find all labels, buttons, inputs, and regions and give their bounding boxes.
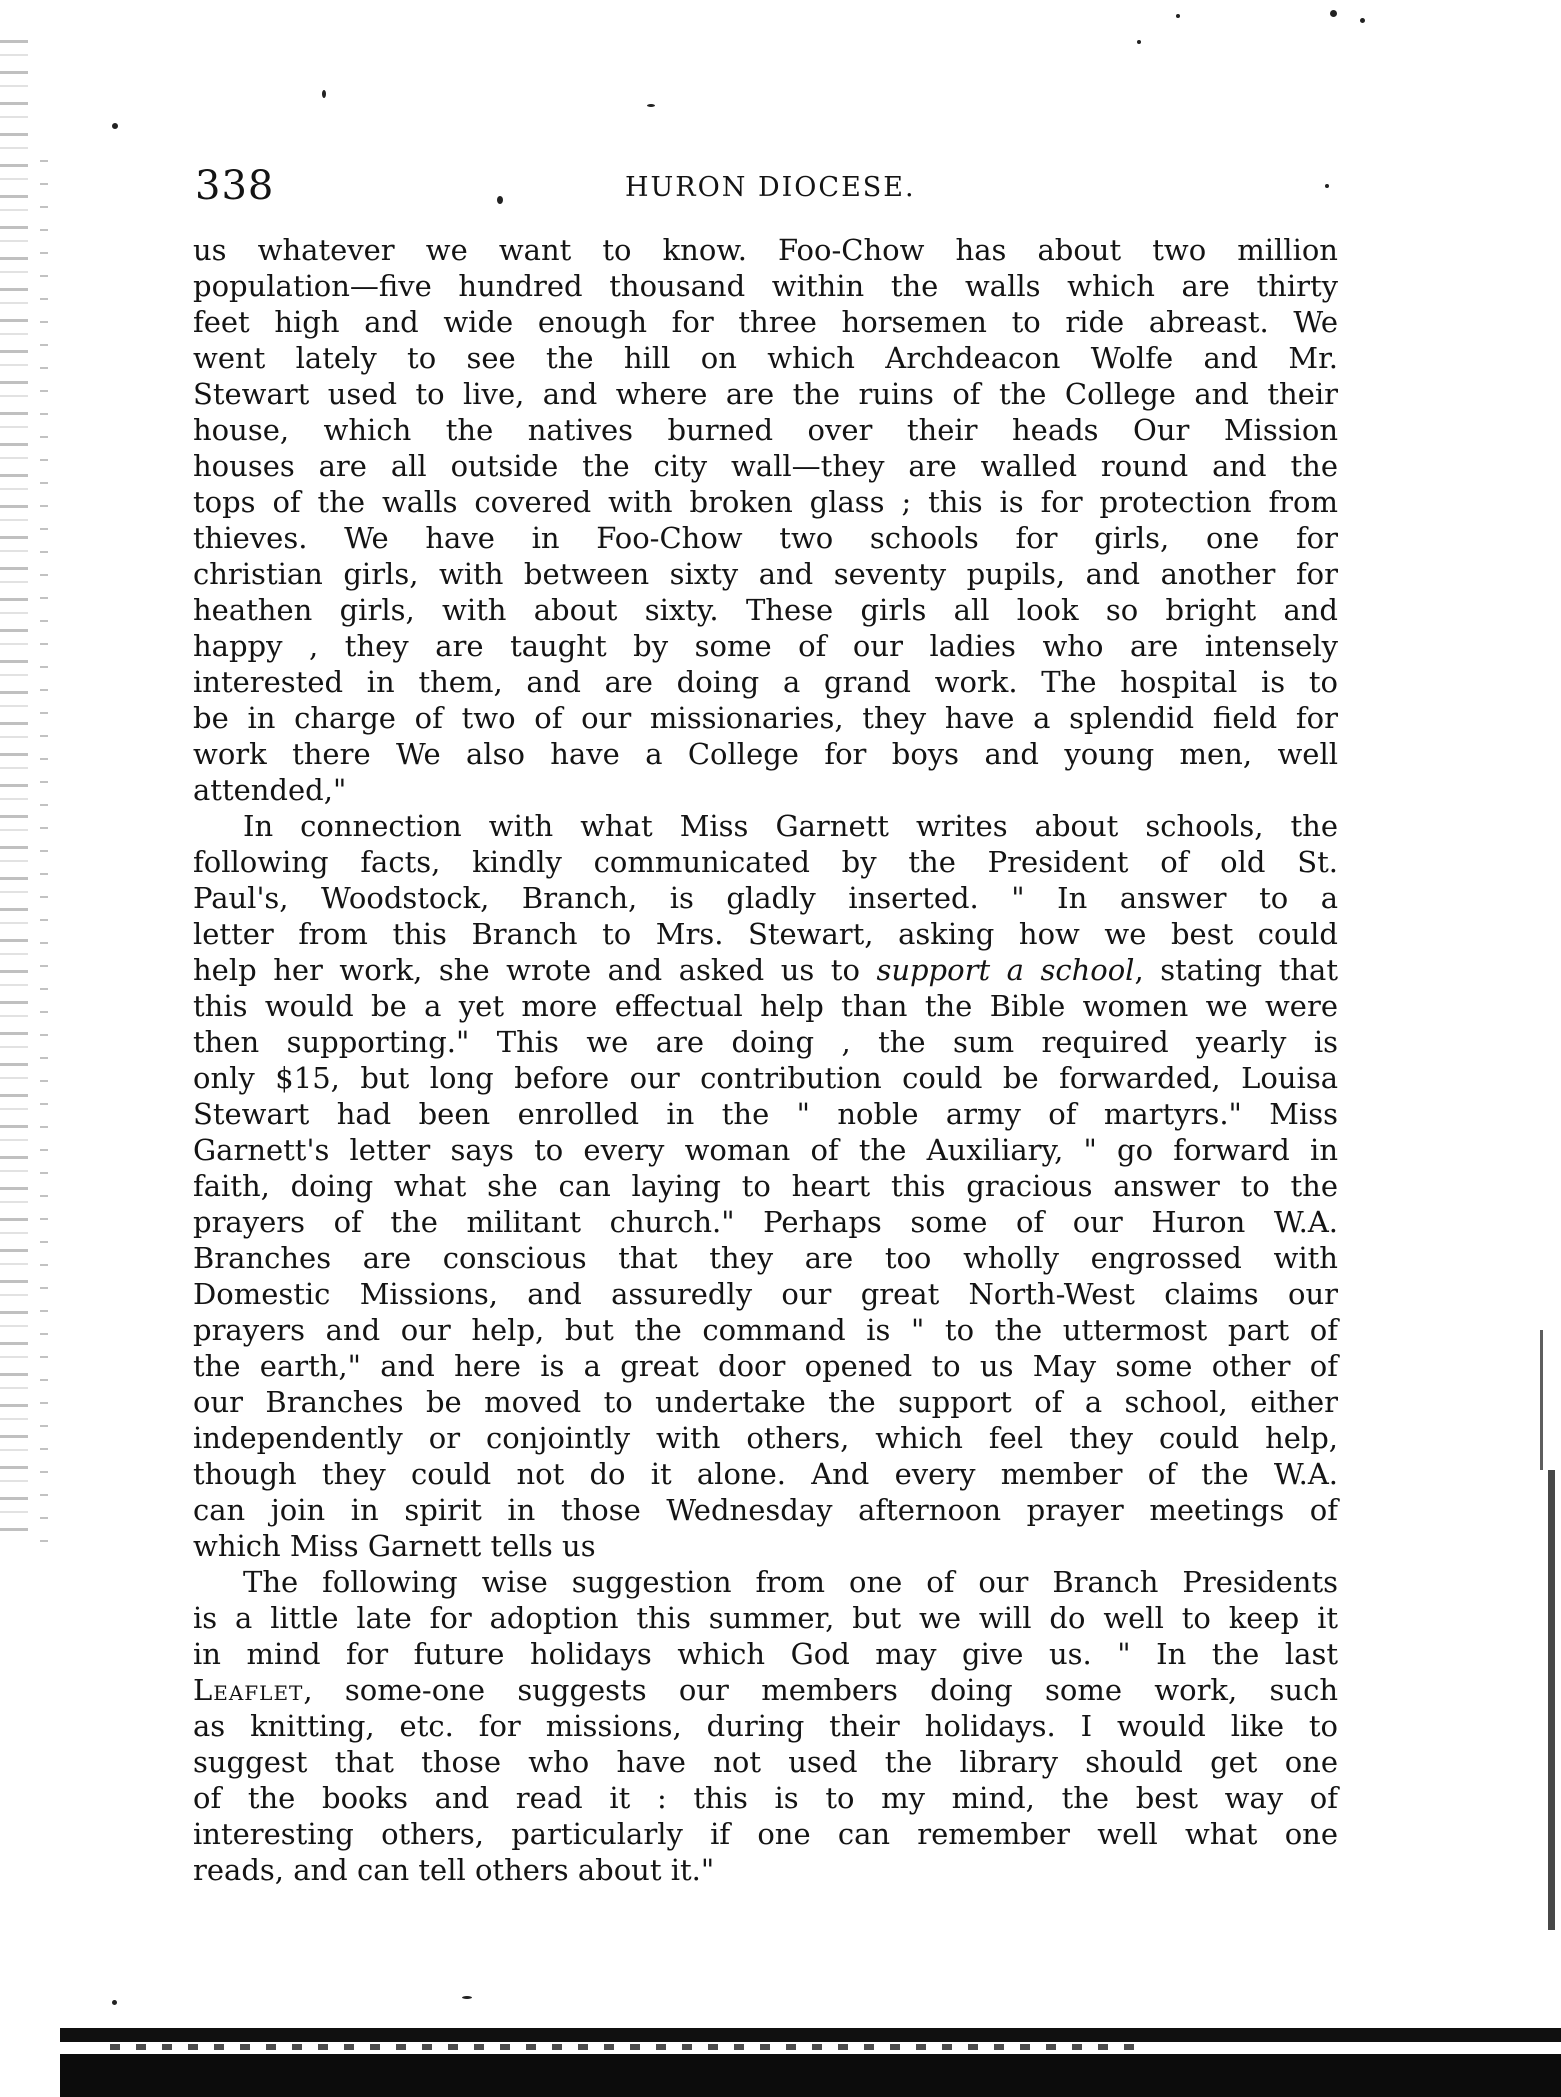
text-line: house, which the natives burned over their heads Our Mission	[193, 413, 1338, 447]
text-line: Paul's, Woodstock, Branch, is gladly inserted. " In answer to a	[193, 881, 1338, 915]
page-number: 338	[195, 163, 275, 209]
text-line: then supporting." This we are doing , the sum required yearly is	[193, 1025, 1338, 1059]
text-line: Stewart had been enrolled in the " noble army of martyrs." Miss	[193, 1097, 1338, 1131]
text-line: population—five hundred thousand within the walls which are thirty	[193, 269, 1338, 303]
scan-speck	[462, 1996, 472, 1999]
text-line: suggest that those who have not used the library should get one	[193, 1745, 1338, 1779]
text-line: Domestic Missions, and assuredly our great North-West claims our	[193, 1277, 1338, 1311]
small-caps-text: Leaflet	[193, 1673, 304, 1707]
text-line: christian girls, with between sixty and seventy pupils, and another for	[193, 557, 1338, 591]
scan-speck	[1137, 40, 1141, 44]
text-line: can join in spirit in those Wednesday afternoon prayer meetings of	[193, 1493, 1338, 1527]
text-line: Leaflet, some-one suggests our members doing some work, such	[193, 1673, 1338, 1707]
scan-speck	[647, 104, 655, 107]
text-line: is a little late for adoption this summer, but we will do well to keep it	[193, 1601, 1338, 1635]
text-line: interesting others, particularly if one can remember well what one	[193, 1817, 1338, 1851]
text-line: thieves. We have in Foo-Chow two schools for girls, one for	[193, 521, 1338, 555]
text-line: following facts, kindly communicated by the President of old St.	[193, 845, 1338, 879]
text-line: of the books and read it : this is to my mind, the best way of	[193, 1781, 1338, 1815]
text-line: prayers and our help, but the command is " to the uttermost part of	[193, 1313, 1338, 1347]
text-line: this would be a yet more effectual help than the Bible women we were	[193, 989, 1338, 1023]
text-line: faith, doing what she can laying to heart this gracious answer to the	[193, 1169, 1338, 1203]
emphasis-text: support a school	[876, 953, 1135, 987]
text-line: in mind for future holidays which God may give us. " In the last	[193, 1637, 1338, 1671]
text-line: work there We also have a College for boys and young men, well	[193, 737, 1338, 771]
text-line: Stewart used to live, and where are the ruins of the College and their	[193, 377, 1338, 411]
text-line: tops of the walls covered with broken glass ; this is for protection from	[193, 485, 1338, 519]
scan-speck	[1176, 14, 1180, 18]
text-line: though they could not do it alone. And every member of the W.A.	[193, 1457, 1338, 1491]
text-line: us whatever we want to know. Foo-Chow has about two million	[193, 233, 1338, 267]
text-line: prayers of the militant church." Perhaps some of our Huron W.A.	[193, 1205, 1338, 1239]
text-line: went lately to see the hill on which Archdeacon Wolfe and Mr.	[193, 341, 1338, 375]
text-line: only $15, but long before our contribution could be forwarded, Louisa	[193, 1061, 1338, 1095]
scan-edge-right-upper	[1540, 1330, 1543, 1470]
scan-edge-bottom-dots	[110, 2044, 1141, 2050]
scan-speck	[1360, 18, 1365, 23]
text-line: the earth," and here is a great door opened to us May some other of	[193, 1349, 1338, 1383]
text-line: our Branches be moved to undertake the support of a school, either	[193, 1385, 1338, 1419]
text-line: which Miss Garnett tells us	[193, 1529, 596, 1563]
text-line: independently or conjointly with others, which feel they could help,	[193, 1421, 1338, 1455]
text-line: happy , they are taught by some of our ladies who are intensely	[193, 629, 1338, 663]
running-head: HURON DIOCESE.	[625, 172, 916, 203]
text-line: heathen girls, with about sixty. These girls all look so bright and	[193, 593, 1338, 627]
text-line: as knitting, etc. for missions, during their holidays. I would like to	[193, 1709, 1338, 1743]
text-line: reads, and can tell others about it."	[193, 1853, 715, 1887]
paragraph-2	[193, 808, 1338, 1564]
paragraph-3	[193, 1564, 1338, 1888]
text-line: Branches are conscious that they are too wholly engrossed with	[193, 1241, 1338, 1275]
page-header	[195, 160, 1325, 220]
text-line: houses are all outside the city wall—they are walled round and the	[193, 449, 1338, 483]
text-line: The following wise suggestion from one of our Branch Presidents	[243, 1565, 1338, 1599]
scan-edge-left	[0, 40, 28, 1540]
text-line: help her work, she wrote and asked us to support a school, stating that	[193, 953, 1338, 987]
text-line: feet high and wide enough for three horsemen to ride abreast. We	[193, 305, 1338, 339]
scan-edge-right	[1548, 1470, 1555, 1930]
text-line: In connection with what Miss Garnett writes about schools, the	[243, 809, 1338, 843]
scan-speck	[112, 2000, 117, 2005]
scan-speck	[1330, 10, 1337, 17]
text-line: be in charge of two of our missionaries, they have a splendid field for	[193, 701, 1338, 735]
scan-speck	[112, 123, 118, 129]
scan-speck	[1325, 184, 1329, 188]
scan-edge-bottom	[60, 2028, 1561, 2042]
scan-edge-bottom-shadow	[60, 2054, 1561, 2097]
scan-edge-left-inner	[40, 160, 48, 1560]
text-line: attended,"	[193, 773, 347, 807]
text-line: interested in them, and are doing a grand work. The hospital is to	[193, 665, 1338, 699]
scan-speck	[322, 90, 326, 98]
body-text	[193, 232, 1338, 1888]
paragraph-1	[193, 232, 1338, 808]
text-line: Garnett's letter says to every woman of the Auxiliary, " go forward in	[193, 1133, 1338, 1167]
text-line: letter from this Branch to Mrs. Stewart, asking how we best could	[193, 917, 1338, 951]
